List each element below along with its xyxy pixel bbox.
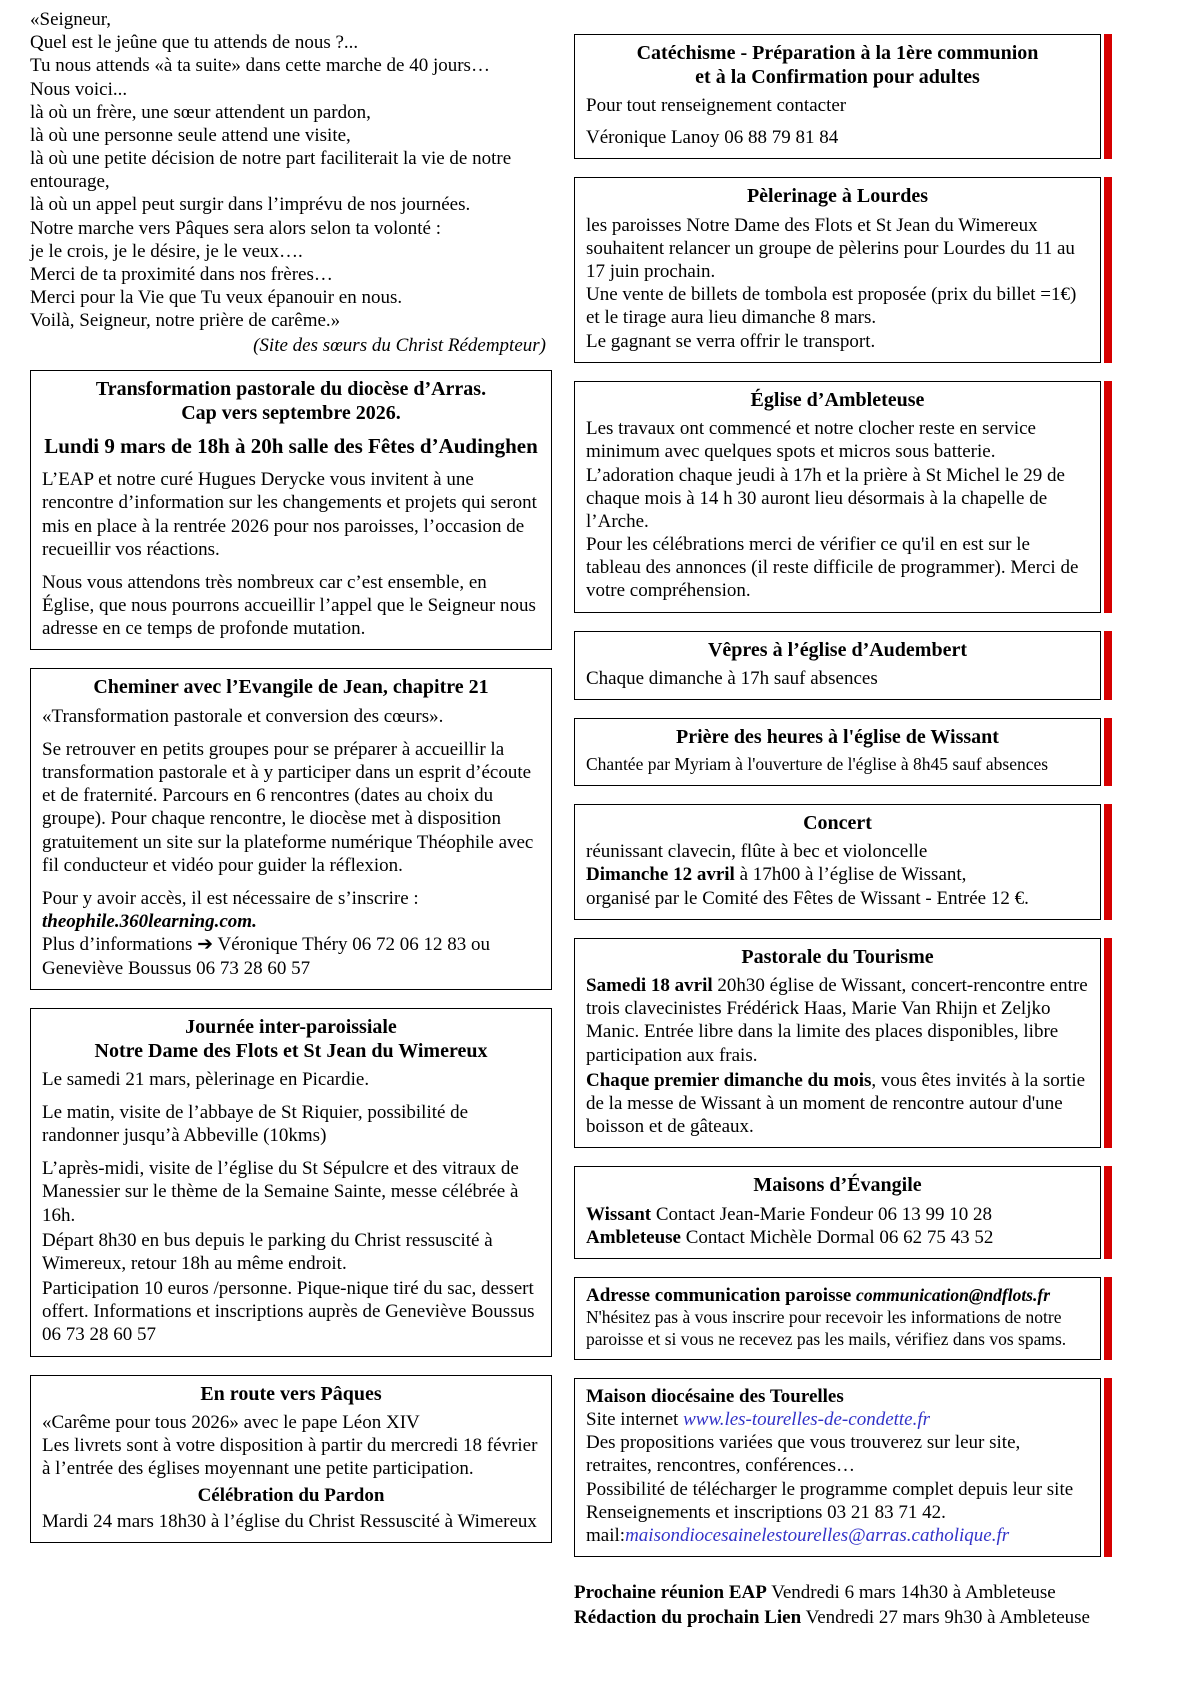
event-datetime: Lundi 9 mars de 18h à 20h salle des Fêtes d’Audinghen xyxy=(44,433,538,458)
paragraph: Départ 8h30 en bus depuis le parking du Christ ressuscité à Wimereux, retour 18h au même endroit. xyxy=(42,1229,493,1274)
tourelles-email-link[interactable]: maisondiocesainelestourelles@arras.catholique.fr xyxy=(625,1524,1010,1546)
section-heading xyxy=(586,1284,1089,1307)
section-vepres-audembert xyxy=(574,631,1101,701)
paragraph xyxy=(586,974,1089,1067)
paragraph: Le samedi 21 mars, pèlerinage en Picardie. xyxy=(42,1068,370,1090)
date-bold: Samedi 18 avril xyxy=(586,975,713,997)
title-line: Journée inter-paroissiale xyxy=(185,1015,397,1038)
text-line: les paroisses Notre Dame des Flots et St Jean du Wimereux souhaitent relancer un groupe de pèlerins pour Lourdes du 11 au 17 juin prochain. xyxy=(586,214,1075,283)
change-bar xyxy=(1104,1378,1112,1557)
section-cheminer-evangile xyxy=(30,668,552,989)
section-title: Pastorale du Tourisme xyxy=(741,945,934,968)
place-bold: Wissant xyxy=(586,1203,652,1225)
paragraph: Des propositions variées que vous trouverez sur leur site, retraites, rencontres, conférences… xyxy=(586,1432,1021,1477)
lent-prayer-block xyxy=(30,8,552,358)
paragraph: Mardi 24 mars 18h30 à l’église du Christ Ressuscité à Wimereux xyxy=(42,1510,537,1532)
theophile-link[interactable]: theophile.360learning.com. xyxy=(42,911,257,933)
text-run: , vous êtes invités à la sortie de la messe de Wissant à un moment de rencontre autour d'une boisson et de gâteaux. xyxy=(586,1069,1086,1138)
prayer-attribution: (Site des sœurs du Christ Rédempteur) xyxy=(253,335,546,357)
section-transformation-pastorale xyxy=(30,370,552,651)
section-pelerinage-lourdes xyxy=(574,177,1101,362)
paragraph: «Transformation pastorale et conversion des cœurs». xyxy=(42,705,444,727)
text-line: Le gagnant se verra offrir le transport. xyxy=(586,330,876,352)
ambleteuse-paragraphs xyxy=(586,417,1089,602)
text-line: là où une personne seule attend une visite, xyxy=(30,124,351,146)
website-line xyxy=(586,1408,1089,1431)
heading-bold: Prochaine réunion EAP xyxy=(574,1582,767,1604)
prayer-lines xyxy=(30,8,552,332)
paragraph: «Carême pour tous 2026» avec le pape Léon XIV xyxy=(42,1411,420,1433)
section-title: Concert xyxy=(803,811,872,834)
change-bar xyxy=(1104,631,1112,701)
change-bar xyxy=(1104,1166,1112,1259)
text-line: Notre marche vers Pâques sera alors selon ta volonté : xyxy=(30,217,442,239)
section-title: Maisons d’Évangile xyxy=(753,1174,922,1197)
place-bold: Ambleteuse xyxy=(586,1226,681,1248)
heading-bold: Rédaction du prochain Lien xyxy=(574,1607,802,1629)
text-line: Les travaux ont commencé et notre clocher reste en service minimum avec quelques spots et micros sous batterie. xyxy=(586,418,1036,463)
section-title: En route vers Pâques xyxy=(200,1382,382,1405)
text-run: Contact Michèle Dormal 06 62 75 43 52 xyxy=(680,1226,994,1248)
recurrence-bold: Chaque premier dimanche du mois xyxy=(586,1069,872,1091)
text-line: Merci pour la Vie que Tu veux épanouir en nous. xyxy=(30,287,403,309)
email-line xyxy=(586,1524,1089,1547)
text-line: Une vente de billets de tombola est proposée (prix du billet =1€) et le tirage aura lieu dimanche 8 mars. xyxy=(586,284,1077,329)
paragraph: Possibilité de télécharger le programme complet depuis leur site xyxy=(586,1478,1074,1500)
change-bar xyxy=(1104,718,1112,786)
section-maisons-evangile xyxy=(574,1166,1101,1259)
text-line: là où un appel peut surgir dans l’imprévu de nos journées. xyxy=(30,194,471,216)
text-run: mail: xyxy=(586,1524,626,1546)
schedule-note: Chaque dimanche à 17h sauf absences xyxy=(586,667,878,689)
concert-organizer: organisé par le Comité des Fêtes de Wissant - Entrée 12 €. xyxy=(586,887,1029,909)
paragraph: Renseignements et inscriptions 03 21 83 71 42. xyxy=(586,1501,946,1523)
paragraph: Le matin, visite de l’abbaye de St Riquier, possibilité de randonner jusqu’à Abbeville (10kms) xyxy=(42,1101,469,1147)
text-line: Quel est le jeûne que tu attends de nous ?... xyxy=(30,32,359,54)
left-column xyxy=(30,8,552,1561)
change-bar xyxy=(1104,34,1112,159)
section-concert xyxy=(574,804,1101,920)
section-title: Pèlerinage à Lourdes xyxy=(746,185,929,208)
concert-date xyxy=(586,863,1089,886)
contact-info xyxy=(42,933,540,979)
right-column xyxy=(574,8,1101,1631)
concert-description: réunissant clavecin, flûte à bec et violoncelle xyxy=(586,841,928,863)
contact-note: Pour tout renseignement contacter xyxy=(586,95,847,116)
text-line: là où une petite décision de notre part faciliterait la vie de notre entourage, xyxy=(30,148,512,193)
change-bar xyxy=(1104,804,1112,920)
lourdes-paragraphs xyxy=(586,214,1089,353)
text-run: Site internet xyxy=(586,1409,684,1431)
heading-bold: Adresse communication paroisse xyxy=(586,1285,857,1307)
change-bar xyxy=(1104,177,1112,362)
text-run: à 17h00 à l’église de Wissant, xyxy=(734,864,967,886)
contact-line xyxy=(586,1226,1089,1249)
section-journee-interparoissiale xyxy=(30,1008,552,1357)
text-line: Tu nous attends «à ta suite» dans cette marche de 40 jours… xyxy=(30,55,490,77)
title-line: Cap vers septembre 2026. xyxy=(181,401,401,424)
paragraph: N'hésitez pas à vous inscrire pour recevoir les informations de notre paroisse et si vous ne recevez pas les mails, vérifiez dans vos spams. xyxy=(586,1307,1067,1349)
paragraph: L’après-midi, visite de l’église du St Sépulcre et des vitraux de Manessier sur le thème de la Semaine Sainte, messe célébrée à 16h. xyxy=(42,1158,519,1226)
section-en-route-vers-paques xyxy=(30,1375,552,1543)
section-title xyxy=(586,41,1089,89)
arrow-right-icon: ➔ xyxy=(197,933,214,956)
paroisse-email[interactable]: communication@ndflots.fr xyxy=(856,1285,1051,1306)
section-title xyxy=(42,377,540,425)
section-maison-diocesaine-tourelles xyxy=(574,1378,1101,1557)
section-priere-des-heures xyxy=(574,718,1101,786)
redaction-line xyxy=(574,1606,1101,1629)
text-run: Plus d’informations xyxy=(42,934,198,956)
text-line: L’adoration chaque jeudi à 17h et la prière à St Michel le 29 de chaque mois à 14 h 30 auront lieu désormais à la chapelle de l’Arche. xyxy=(586,464,1065,532)
paragraph: Nous vous attendons très nombreux car c’est ensemble, en Église, que nous pourrons accueillir l’appel que le Seigneur nous adresse en ce temps de profonde mutation. xyxy=(42,571,536,640)
title-line: Notre Dame des Flots et St Jean du Wimereux xyxy=(94,1039,488,1062)
text-run: Véronique Théry 06 72 06 12 83 ou Geneviève Boussus 06 73 28 60 57 xyxy=(42,934,490,979)
schedule-note: Chantée par Myriam à l'ouverture de l'église à 8h45 sauf absences xyxy=(586,754,1049,775)
celebration-pardon-heading: Célébration du Pardon xyxy=(197,1485,385,1507)
section-title: Église d’Ambleteuse xyxy=(750,388,925,411)
section-catechisme xyxy=(574,34,1101,159)
tourelles-site-link[interactable]: www.les-tourelles-de-condette.fr xyxy=(683,1409,931,1431)
title-line: Transformation pastorale du diocèse d’Arras. xyxy=(95,377,487,400)
paragraph: Se retrouver en petits groupes pour se préparer à accueillir la transformation pastorale et à y participer dans un esprit d’écoute et de fraternité. Parcours en 6 rencontres (dates au choix du groupe). Pour chaque rencontre, le diocèse met à disposition gratuitement un site sur la plateforme numérique Théophile avec fil conducteur et vidéo pour guider la réflexion. xyxy=(42,738,534,876)
section-title: Prière des heures à l'église de Wissant xyxy=(676,726,999,749)
paragraph: L’EAP et notre curé Hugues Derycke vous invitent à une rencontre d’information sur les changements et projets qui seront mis en place à la rentrée 2026 pour nos paroisses, l’occasion de recueillir vos réactions. xyxy=(42,469,537,560)
text-run: Vendredi 27 mars 9h30 à Ambleteuse xyxy=(801,1607,1090,1629)
text-run: 20h30 église de Wissant, concert-rencontre entre trois clavecinistes Frédérick Haas, Marie Van Rhijn et Zeljko Manic. Entrée libre dans la limite des places disponibles, libre participation aux frais. xyxy=(586,975,1088,1066)
section-eglise-ambleteuse xyxy=(574,381,1101,613)
section-title: Cheminer avec l’Evangile de Jean, chapitre 21 xyxy=(93,676,489,699)
text-line: là où un frère, une sœur attendent un pardon, xyxy=(30,101,371,123)
text-run: Vendredi 6 mars 14h30 à Ambleteuse xyxy=(766,1582,1056,1604)
change-bar xyxy=(1104,381,1112,613)
title-line: et à la Confirmation pour adultes xyxy=(695,66,980,88)
text-line: je le crois, je le désire, je le veux…. xyxy=(30,240,303,262)
change-bar xyxy=(1104,938,1112,1149)
text-line: Voilà, Seigneur, notre prière de carême.» xyxy=(30,310,341,332)
text-line: Nous voici... xyxy=(30,78,128,100)
paragraph: Les livrets sont à votre disposition à partir du mercredi 18 février à l’entrée des églises moyennant une petite participation. xyxy=(42,1435,538,1480)
text-run: Contact Jean-Marie Fondeur 06 13 99 10 28 xyxy=(651,1203,993,1225)
contact-phone: Véronique Lanoy 06 88 79 81 84 xyxy=(586,127,839,149)
section-title xyxy=(42,1015,540,1063)
section-adresse-communication xyxy=(574,1277,1101,1360)
date-bold: Dimanche 12 avril xyxy=(586,864,735,886)
text-line: «Seigneur, xyxy=(30,9,112,30)
footer-announcements xyxy=(574,1581,1101,1629)
text-line: Merci de ta proximité dans nos frères… xyxy=(30,263,333,285)
text-line: Pour les célébrations merci de vérifier ce qu'il en est sur le tableau des annonces (il reste difficile de programmer). Merci de votre compréhension. xyxy=(586,534,1079,602)
inscription-note: Pour y avoir accès, il est nécessaire de s’inscrire : xyxy=(42,887,419,909)
change-bar xyxy=(1104,1277,1112,1360)
section-title: Vêpres à l’église d’Audembert xyxy=(707,638,968,661)
section-heading: Maison diocésaine des Tourelles xyxy=(586,1385,844,1407)
section-pastorale-tourisme xyxy=(574,938,1101,1149)
title-line: Catéchisme - Préparation à la 1ère communion xyxy=(636,42,1039,64)
paragraph xyxy=(586,1069,1089,1139)
contact-line xyxy=(586,1203,1089,1226)
eap-meeting-line xyxy=(574,1581,1101,1604)
paragraph: Participation 10 euros /personne. Pique-nique tiré du sac, dessert offert. Informations et inscriptions auprès de Geneviève Boussus 06 73 28 60 57 xyxy=(42,1278,535,1346)
